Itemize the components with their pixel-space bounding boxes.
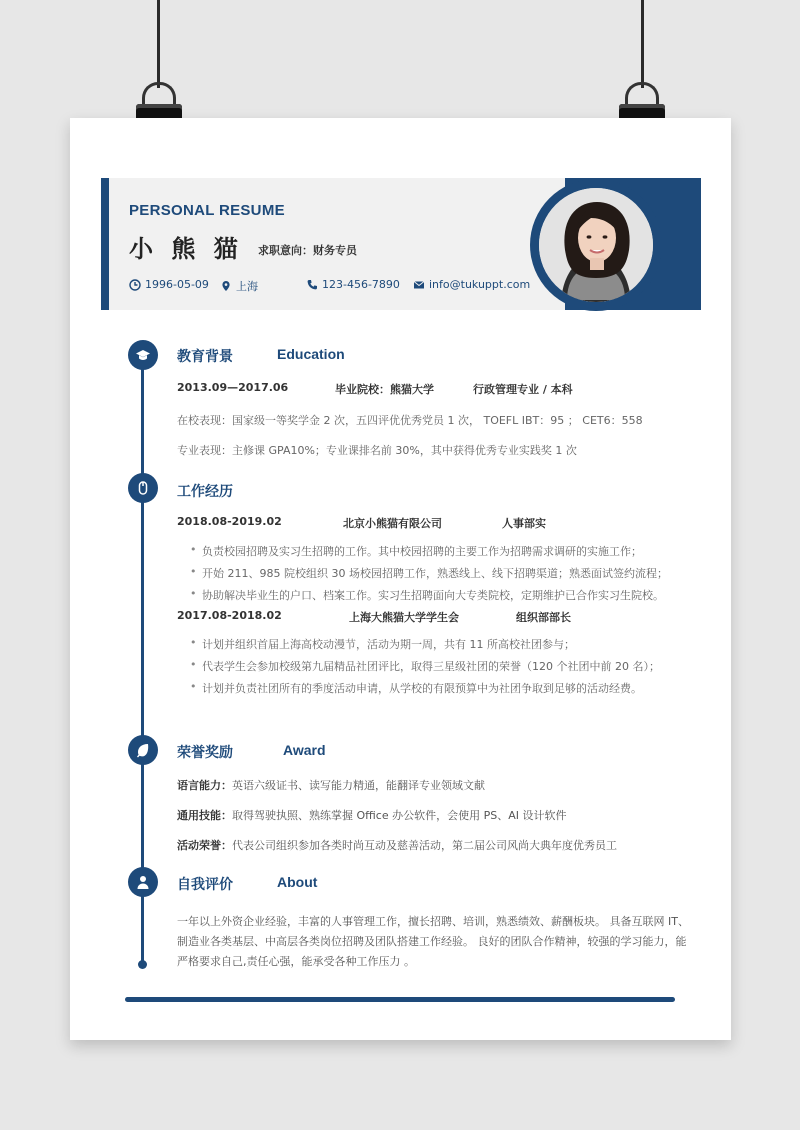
award-title-en: Award	[283, 742, 326, 758]
header-accent-bar	[101, 178, 109, 310]
award-row-text: 取得驾驶执照、熟练掌握 Office 办公软件，会使用 PS、AI 设计软件	[232, 809, 567, 822]
job-duty: • 计划并组织首届上海高校动漫节，活动为期一周，共有 11 所高校社团参与；	[202, 636, 575, 652]
about-line: 严格要求自己,责任心强，能承受各种工作压力 。	[177, 955, 415, 968]
birth-date-text: 1996-05-09	[145, 278, 209, 291]
job-duty: • 开始 211、985 院校组织 30 场校园招聘工作，熟悉线上、线下招聘渠道；熟悉面试签约流程；	[202, 565, 668, 581]
email-text: info@tukuppt.com	[429, 278, 531, 291]
profile-photo	[539, 188, 653, 302]
about-line: 制造业各类基层、中高层各类岗位招聘及团队搭建工作经验。 良好的团队合作精神，较强的学习能力，能	[177, 935, 687, 948]
job-role: 组织部部长	[516, 611, 571, 624]
work-title-cn: 工作经历	[177, 484, 233, 500]
education-school: 毕业院校：熊猫大学	[335, 383, 434, 396]
resume-title: PERSONAL RESUME	[129, 202, 285, 219]
right-hanging-string	[641, 0, 644, 88]
job-company: 北京小熊猫有限公司	[343, 517, 442, 530]
education-title-en: Education	[277, 346, 345, 362]
job-role: 人事部实	[502, 517, 546, 530]
education-section-icon	[128, 340, 158, 370]
phone-text: 123-456-7890	[322, 278, 400, 291]
timeline-end-dot	[138, 960, 147, 969]
mail-icon	[413, 279, 425, 291]
phone	[306, 278, 400, 291]
award-section-icon	[128, 735, 158, 765]
job-duty: • 代表学生会参加校级第九届精品社团评比，取得三星级社团的荣誉（120 个社团中前 20 名）；	[202, 658, 660, 674]
job-company: 上海大熊猫大学学生会	[349, 611, 459, 624]
city	[220, 278, 258, 294]
award-row	[177, 837, 617, 853]
job-duty: • 计划并负责社团所有的季度活动申请，从学校的有限预算中为社团争取到足够的活动经费。	[202, 680, 642, 696]
location-icon	[220, 280, 232, 292]
candidate-name: 小 熊 猫	[129, 235, 243, 263]
mouse-icon	[135, 480, 151, 496]
birth-date	[129, 278, 209, 291]
award-title-cn: 荣誉奖励	[177, 745, 233, 761]
award-row-text: 英语六级证书、读写能力精通，能翻译专业领域文献	[232, 779, 485, 792]
calendar-icon	[129, 279, 141, 291]
work-section-icon	[128, 473, 158, 503]
person-icon	[135, 874, 151, 890]
job-duty: • 负责校园招聘及实习生招聘的工作。其中校园招聘的主要工作为招聘需求调研的实施工作；	[202, 543, 642, 559]
leaf-icon	[135, 742, 151, 758]
resume-paper	[70, 118, 731, 1040]
job-period: 2017.08-2018.02	[177, 609, 282, 622]
graduation-cap-icon	[135, 347, 151, 363]
left-hanging-string	[157, 0, 160, 88]
award-row-label: 语言能力：	[177, 779, 232, 792]
phone-icon	[306, 279, 318, 291]
job-duty: • 协助解决毕业生的户口、档案工作。实习生招聘面向大专类院校，定期维护已合作实习生院校。	[202, 587, 664, 603]
email	[413, 278, 530, 291]
education-title-cn: 教育背景	[177, 349, 233, 365]
education-period: 2013.09—2017.06	[177, 381, 289, 394]
city-text: 上海	[236, 280, 258, 293]
about-line: 一年以上外资企业经验，丰富的人事管理工作，擅长招聘、培训，熟悉绩效、薪酬板块。 具备互联网 IT、	[177, 915, 689, 928]
about-title-en: About	[277, 874, 318, 890]
education-major: 行政管理专业 / 本科	[473, 383, 573, 396]
portrait-illustration	[539, 188, 653, 302]
award-row	[177, 807, 566, 823]
award-row	[177, 777, 485, 793]
award-row-label: 通用技能：	[177, 809, 232, 822]
award-row-label: 活动荣誉：	[177, 839, 232, 852]
education-academic-performance: 专业表现：主修课 GPA10%；专业课排名前 30%，其中获得优秀专业实践奖 1 次	[177, 444, 577, 457]
job-intent: 求职意向：财务专员	[258, 244, 357, 257]
job-period: 2018.08-2019.02	[177, 515, 282, 528]
footer-divider	[125, 997, 675, 1002]
about-title-cn: 自我评价	[177, 877, 233, 893]
education-campus-performance: 在校表现：国家级一等奖学金 2 次，五四评优优秀党员 1 次， TOEFL IBT：95 ； CET6：558	[177, 414, 643, 427]
award-row-text: 代表公司组织参加各类时尚互动及慈善活动，第二届公司风尚大典年度优秀员工	[232, 839, 617, 852]
about-section-icon	[128, 867, 158, 897]
